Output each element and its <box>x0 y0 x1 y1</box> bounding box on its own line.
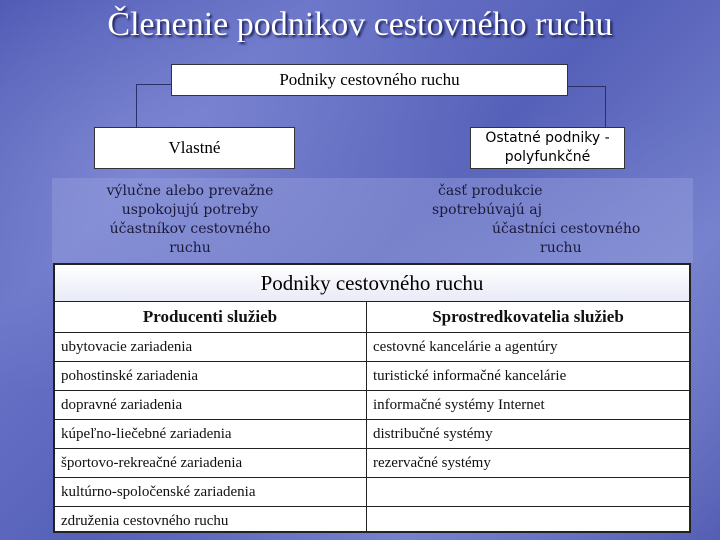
table-cell-intermediary: rezervačné systémy <box>367 448 689 477</box>
table-cell-producer: združenia cestovného ruchu <box>55 506 366 535</box>
other-description <box>420 182 670 258</box>
connector-left-vertical <box>136 84 137 127</box>
table-cell-producer: ubytovacie zariadenia <box>55 332 366 361</box>
own-desc-line: uspokojujú potreby <box>121 202 259 218</box>
own-desc-line: účastníkov cestovného <box>109 221 271 237</box>
other-node-line-1: Ostatné podniky - <box>485 130 610 146</box>
table-cell-intermediary: informačné systémy Internet <box>367 390 689 419</box>
table-cell-producer: kultúrno-spoločenské zariadenia <box>55 477 366 506</box>
table-cell-intermediary <box>367 506 689 535</box>
table-cell-producer: dopravné zariadenia <box>55 390 366 419</box>
table-cell-producer: športovo-rekreačné zariadenia <box>55 448 366 477</box>
other-node-line-2: polyfunkčné <box>504 149 591 165</box>
classification-table <box>53 263 691 533</box>
other-desc-line: ruchu <box>540 240 582 256</box>
table-cell-producer: pohostinské zariadenia <box>55 361 366 390</box>
table-cell-intermediary: cestovné kancelárie a agentúry <box>367 332 689 361</box>
other-desc-line: účastníci cestovného <box>492 221 641 237</box>
connector-right-vertical <box>605 86 606 127</box>
top-node-box: Podniky cestovného ruchu <box>171 64 568 96</box>
own-desc-line: výlučne alebo prevažne <box>106 183 274 199</box>
own-description <box>80 182 300 258</box>
connector-right-horizontal <box>568 86 606 87</box>
connector-left-horizontal <box>136 84 171 85</box>
page-title: Členenie podnikov cestovného ruchu <box>107 6 613 43</box>
own-desc-line: ruchu <box>169 240 211 256</box>
column-header-intermediaries: Sprostredkovatelia služieb <box>432 307 624 326</box>
table-cell-intermediary: turistické informačné kancelárie <box>367 361 689 390</box>
table-cell-intermediary: distribučné systémy <box>367 419 689 448</box>
own-node-box: Vlastné <box>94 127 295 169</box>
table-title: Podniky cestovného ruchu <box>55 265 689 302</box>
other-desc-line: časť produkcie <box>438 183 543 199</box>
table-cell-intermediary <box>367 477 689 506</box>
other-desc-line: spotrebúvajú aj <box>432 202 542 218</box>
table-cell-producer: kúpeľno-liečebné zariadenia <box>55 419 366 448</box>
other-node-box <box>470 127 625 169</box>
column-header-producers: Producenti služieb <box>142 307 278 326</box>
